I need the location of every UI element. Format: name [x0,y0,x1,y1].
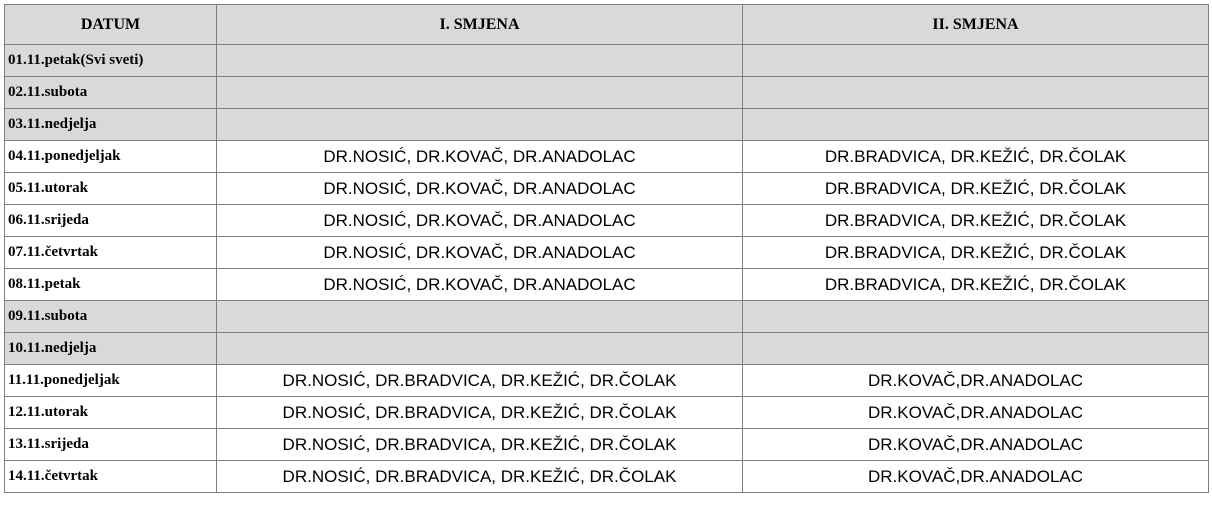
date-cell: 11.11.ponedjeljak [5,365,217,397]
table-row [5,45,1209,77]
shift-2-cell [743,77,1209,109]
date-cell: 05.11.utorak [5,173,217,205]
shift-1-cell: DR.NOSIĆ, DR.BRADVICA, DR.KEŽIĆ, DR.ČOLAK [217,365,743,397]
shift-2-cell [743,109,1209,141]
table-row [5,365,1209,397]
date-cell: 13.11.srijeda [5,429,217,461]
table-row [5,461,1209,493]
shift-1-cell: DR.NOSIĆ, DR.BRADVICA, DR.KEŽIĆ, DR.ČOLAK [217,429,743,461]
date-cell: 10.11.nedjelja [5,333,217,365]
date-cell: 12.11.utorak [5,397,217,429]
shift-2-cell [743,45,1209,77]
table-row [5,429,1209,461]
shift-1-cell [217,77,743,109]
shift-2-cell: DR.KOVAČ,DR.ANADOLAC [743,461,1209,493]
shift-2-cell [743,301,1209,333]
date-cell: 06.11.srijeda [5,205,217,237]
shift-2-cell [743,333,1209,365]
table-row [5,109,1209,141]
table-row [5,141,1209,173]
date-cell: 09.11.subota [5,301,217,333]
table-row [5,397,1209,429]
date-cell: 14.11.četvrtak [5,461,217,493]
shift-2-cell: DR.KOVAČ,DR.ANADOLAC [743,365,1209,397]
shift-1-cell [217,301,743,333]
table-row [5,205,1209,237]
table-row [5,333,1209,365]
shift-1-cell: DR.NOSIĆ, DR.KOVAČ, DR.ANADOLAC [217,237,743,269]
shift-2-cell: DR.KOVAČ,DR.ANADOLAC [743,397,1209,429]
schedule-header [5,5,1209,45]
date-cell: 07.11.četvrtak [5,237,217,269]
table-row [5,173,1209,205]
shift-1-cell [217,109,743,141]
shift-1-cell [217,333,743,365]
shift-1-cell: DR.NOSIĆ, DR.BRADVICA, DR.KEŽIĆ, DR.ČOLAK [217,397,743,429]
shift-2-cell: DR.BRADVICA, DR.KEŽIĆ, DR.ČOLAK [743,173,1209,205]
shift-1-cell: DR.NOSIĆ, DR.KOVAČ, DR.ANADOLAC [217,205,743,237]
table-row [5,269,1209,301]
table-row [5,237,1209,269]
header-shift-1: I. SMJENA [217,5,743,45]
shift-1-cell: DR.NOSIĆ, DR.KOVAČ, DR.ANADOLAC [217,141,743,173]
shift-1-cell [217,45,743,77]
shift-2-cell: DR.BRADVICA, DR.KEŽIĆ, DR.ČOLAK [743,237,1209,269]
table-row [5,77,1209,109]
shift-1-cell: DR.NOSIĆ, DR.KOVAČ, DR.ANADOLAC [217,173,743,205]
table-row [5,301,1209,333]
shift-2-cell: DR.KOVAČ,DR.ANADOLAC [743,429,1209,461]
schedule-table [4,4,1209,493]
shift-2-cell: DR.BRADVICA, DR.KEŽIĆ, DR.ČOLAK [743,141,1209,173]
header-row [5,5,1209,45]
date-cell: 04.11.ponedjeljak [5,141,217,173]
shift-1-cell: DR.NOSIĆ, DR.BRADVICA, DR.KEŽIĆ, DR.ČOLAK [217,461,743,493]
header-date: DATUM [5,5,217,45]
date-cell: 01.11.petak(Svi sveti) [5,45,217,77]
schedule-body [5,45,1209,493]
date-cell: 03.11.nedjelja [5,109,217,141]
date-cell: 08.11.petak [5,269,217,301]
shift-2-cell: DR.BRADVICA, DR.KEŽIĆ, DR.ČOLAK [743,269,1209,301]
header-shift-2: II. SMJENA [743,5,1209,45]
date-cell: 02.11.subota [5,77,217,109]
shift-2-cell: DR.BRADVICA, DR.KEŽIĆ, DR.ČOLAK [743,205,1209,237]
shift-1-cell: DR.NOSIĆ, DR.KOVAČ, DR.ANADOLAC [217,269,743,301]
